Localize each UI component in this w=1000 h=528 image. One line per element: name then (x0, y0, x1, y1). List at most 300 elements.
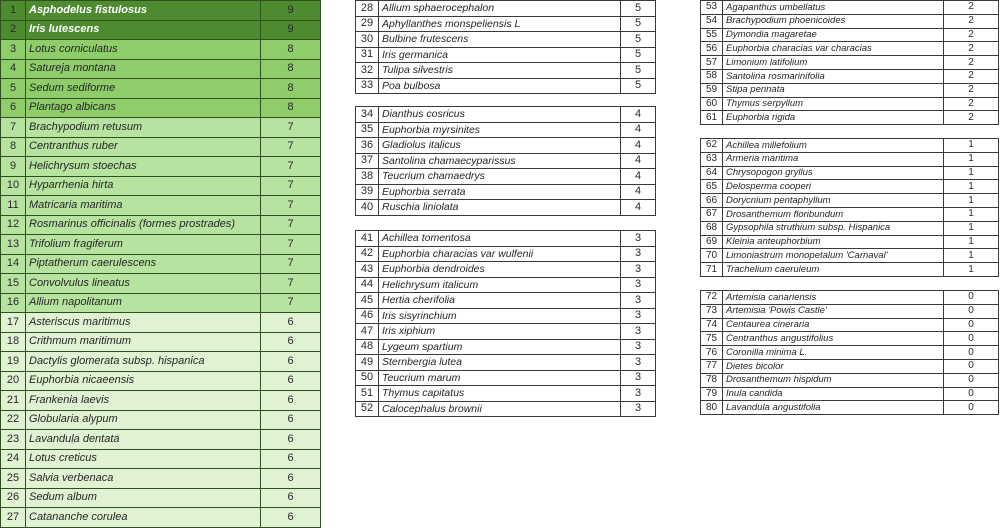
score-cell: 6 (261, 508, 321, 528)
rank-cell: 11 (1, 196, 26, 216)
table-row (356, 200, 656, 216)
table-row (1, 196, 321, 216)
table-row (701, 249, 999, 263)
table-row (1, 313, 321, 333)
score-cell: 2 (944, 56, 999, 70)
species-cell: Dietes bicolor (723, 359, 944, 373)
rank-cell: 55 (701, 28, 723, 42)
score-cell: 1 (944, 263, 999, 277)
score-cell: 2 (944, 97, 999, 111)
species-cell: Trifolium fragiferum (26, 235, 261, 255)
score-cell: 0 (944, 387, 999, 401)
table-row (701, 373, 999, 387)
rank-cell: 67 (701, 207, 723, 221)
score-cell: 3 (621, 246, 656, 262)
score-cell: 6 (261, 469, 321, 489)
table-row (701, 346, 999, 360)
table-row (1, 79, 321, 99)
score-cell: 3 (621, 386, 656, 402)
rank-cell: 12 (1, 215, 26, 235)
table-row (1, 274, 321, 294)
score-cell: 6 (261, 410, 321, 430)
score-cell: 7 (261, 118, 321, 138)
table-row (1, 352, 321, 372)
species-cell: Gladiolus italicus (379, 138, 621, 154)
score-cell: 7 (261, 274, 321, 294)
score-cell: 2 (944, 42, 999, 56)
rank-cell: 80 (701, 401, 723, 415)
species-cell: Frankenia laevis (26, 391, 261, 411)
table-row (701, 69, 999, 83)
table-row (1, 391, 321, 411)
table-row (1, 293, 321, 313)
score-cell: 4 (621, 169, 656, 185)
species-cell: Artemisia canariensis (723, 291, 944, 305)
species-table-score-2 (700, 0, 999, 125)
species-cell: Bulbine frutescens (379, 32, 621, 48)
table-row (701, 387, 999, 401)
score-cell: 6 (261, 332, 321, 352)
table-row (701, 42, 999, 56)
rank-cell: 59 (701, 83, 723, 97)
species-cell: Iris lutescens (26, 20, 261, 40)
table-row (701, 97, 999, 111)
species-cell: Globularia alypum (26, 410, 261, 430)
rank-cell: 53 (701, 1, 723, 15)
table-row (701, 180, 999, 194)
rank-cell: 10 (1, 176, 26, 196)
species-cell: Lygeum spartium (379, 339, 621, 355)
score-cell: 3 (621, 401, 656, 417)
rank-cell: 23 (1, 430, 26, 450)
rank-cell: 15 (1, 274, 26, 294)
table-row (356, 1, 656, 17)
table-row (701, 166, 999, 180)
score-cell: 3 (621, 293, 656, 309)
species-cell: Agapanthus umbellatus (723, 1, 944, 15)
species-table-score-4 (355, 106, 656, 216)
species-cell: Catananche corulea (26, 508, 261, 528)
species-cell: Crithmum maritimum (26, 332, 261, 352)
species-cell: Santolina rosmarinifolia (723, 69, 944, 83)
species-cell: Kleinia anteuphorbium (723, 235, 944, 249)
species-cell: Rosmarinus officinalis (formes prostrades) (26, 215, 261, 235)
species-cell: Armeria maritima (723, 152, 944, 166)
score-cell: 0 (944, 346, 999, 360)
score-cell: 0 (944, 304, 999, 318)
table-row (701, 235, 999, 249)
score-cell: 5 (621, 1, 656, 17)
score-cell: 9 (261, 20, 321, 40)
table-row (701, 14, 999, 28)
table-row (1, 59, 321, 79)
species-cell: Iris sisyrinchium (379, 308, 621, 324)
species-cell: Delosperma cooperi (723, 180, 944, 194)
rank-cell: 74 (701, 318, 723, 332)
score-cell: 6 (261, 352, 321, 372)
species-cell: Teucrium marum (379, 370, 621, 386)
rank-cell: 35 (356, 122, 379, 138)
rank-cell: 61 (701, 111, 723, 125)
rank-cell: 1 (1, 1, 26, 21)
table-row (356, 32, 656, 48)
score-cell: 1 (944, 139, 999, 153)
score-cell: 6 (261, 371, 321, 391)
rank-cell: 2 (1, 20, 26, 40)
score-cell: 5 (621, 47, 656, 63)
species-cell: Drosanthemum hispidum (723, 373, 944, 387)
table-row (701, 304, 999, 318)
table-row (356, 401, 656, 417)
rank-cell: 48 (356, 339, 379, 355)
species-cell: Lotus creticus (26, 449, 261, 469)
score-cell: 7 (261, 235, 321, 255)
table-row (1, 488, 321, 508)
score-cell: 6 (261, 313, 321, 333)
score-cell: 3 (621, 339, 656, 355)
rank-cell: 18 (1, 332, 26, 352)
table-row (356, 47, 656, 63)
species-cell: Dactylis glomerata subsp. hispanica (26, 352, 261, 372)
species-cell: Sternbergia lutea (379, 355, 621, 371)
rank-cell: 42 (356, 246, 379, 262)
species-table-left (0, 0, 321, 528)
rank-cell: 27 (1, 508, 26, 528)
table-row (1, 118, 321, 138)
score-cell: 7 (261, 157, 321, 177)
species-cell: Iris germanica (379, 47, 621, 63)
rank-cell: 57 (701, 56, 723, 70)
species-cell: Asphodelus fistulosus (26, 1, 261, 21)
table-row (701, 332, 999, 346)
rank-cell: 64 (701, 166, 723, 180)
score-cell: 0 (944, 373, 999, 387)
species-cell: Calocephalus brownii (379, 401, 621, 417)
rank-cell: 40 (356, 200, 379, 216)
rank-cell: 44 (356, 277, 379, 293)
rank-cell: 60 (701, 97, 723, 111)
species-cell: Artemisia 'Powis Castle' (723, 304, 944, 318)
score-cell: 4 (621, 200, 656, 216)
score-cell: 1 (944, 249, 999, 263)
species-cell: Euphorbia myrsinites (379, 122, 621, 138)
species-cell: Centaurea cineraria (723, 318, 944, 332)
rank-cell: 6 (1, 98, 26, 118)
species-cell: Hertia cherifolia (379, 293, 621, 309)
score-cell: 1 (944, 152, 999, 166)
species-cell: Salvia verbenaca (26, 469, 261, 489)
species-cell: Euphorbia serrata (379, 184, 621, 200)
species-cell: Lavandula dentata (26, 430, 261, 450)
score-cell: 0 (944, 359, 999, 373)
species-cell: Trachelium caeruleum (723, 263, 944, 277)
table-row (356, 153, 656, 169)
table-row (356, 277, 656, 293)
rank-cell: 24 (1, 449, 26, 469)
species-cell: Iris xiphium (379, 324, 621, 340)
species-cell: Centranthus angustifolius (723, 332, 944, 346)
table-row (356, 355, 656, 371)
table-row (1, 98, 321, 118)
table-row (1, 20, 321, 40)
species-cell: Lotus corniculatus (26, 40, 261, 60)
rank-cell: 39 (356, 184, 379, 200)
score-cell: 3 (621, 277, 656, 293)
species-cell: Thymus capitatus (379, 386, 621, 402)
species-cell: Tulipa silvestris (379, 63, 621, 79)
table-row (701, 221, 999, 235)
rank-cell: 31 (356, 47, 379, 63)
score-cell: 1 (944, 180, 999, 194)
table-row (701, 56, 999, 70)
rank-cell: 56 (701, 42, 723, 56)
score-cell: 2 (944, 83, 999, 97)
rank-cell: 17 (1, 313, 26, 333)
rank-cell: 68 (701, 221, 723, 235)
table-row (701, 28, 999, 42)
rank-cell: 58 (701, 69, 723, 83)
score-cell: 8 (261, 59, 321, 79)
score-cell: 0 (944, 318, 999, 332)
score-cell: 8 (261, 40, 321, 60)
table-row (701, 1, 999, 15)
rank-cell: 26 (1, 488, 26, 508)
species-cell: Allium napolitanum (26, 293, 261, 313)
table-row (1, 40, 321, 60)
rank-cell: 36 (356, 138, 379, 154)
species-cell: Drosanthemum floribundum (723, 207, 944, 221)
species-cell: Matricaria maritima (26, 196, 261, 216)
species-cell: Dymondia magaretae (723, 28, 944, 42)
score-cell: 6 (261, 488, 321, 508)
table-row (1, 430, 321, 450)
table-row (1, 157, 321, 177)
rank-cell: 75 (701, 332, 723, 346)
species-cell: Helichrysum stoechas (26, 157, 261, 177)
table-row (701, 111, 999, 125)
rank-cell: 19 (1, 352, 26, 372)
species-cell: Satureja montana (26, 59, 261, 79)
table-row (356, 122, 656, 138)
rank-cell: 30 (356, 32, 379, 48)
score-cell: 7 (261, 254, 321, 274)
species-cell: Achillea tomentosa (379, 231, 621, 247)
table-row (701, 359, 999, 373)
score-cell: 7 (261, 293, 321, 313)
species-cell: Thymus serpyllum (723, 97, 944, 111)
score-cell: 2 (944, 14, 999, 28)
score-cell: 3 (621, 231, 656, 247)
rank-cell: 73 (701, 304, 723, 318)
species-cell: Aphyllanthes monspeliensis L (379, 16, 621, 32)
score-cell: 1 (944, 235, 999, 249)
table-row (701, 194, 999, 208)
rank-cell: 38 (356, 169, 379, 185)
score-cell: 6 (261, 430, 321, 450)
table-row (1, 137, 321, 157)
score-cell: 4 (621, 153, 656, 169)
table-row (356, 339, 656, 355)
species-table-score-3 (355, 230, 656, 417)
table-row (1, 469, 321, 489)
score-cell: 2 (944, 69, 999, 83)
table-row (356, 308, 656, 324)
score-cell: 3 (621, 324, 656, 340)
table-row (1, 508, 321, 528)
rank-cell: 25 (1, 469, 26, 489)
score-cell: 0 (944, 401, 999, 415)
rank-cell: 7 (1, 118, 26, 138)
table-row (356, 293, 656, 309)
species-cell: Chrysopogon gryllus (723, 166, 944, 180)
rank-cell: 50 (356, 370, 379, 386)
table-row (356, 262, 656, 278)
species-cell: Limoniastrum monopetalum 'Carnaval' (723, 249, 944, 263)
species-cell: Helichrysum italicum (379, 277, 621, 293)
table-row (356, 231, 656, 247)
species-cell: Euphorbia characias var wulfenii (379, 246, 621, 262)
score-cell: 8 (261, 79, 321, 99)
rank-cell: 54 (701, 14, 723, 28)
rank-cell: 4 (1, 59, 26, 79)
score-cell: 7 (261, 215, 321, 235)
table-row (701, 139, 999, 153)
table-row (1, 1, 321, 21)
rank-cell: 21 (1, 391, 26, 411)
species-cell: Achillea millefolium (723, 139, 944, 153)
table-row (701, 152, 999, 166)
rank-cell: 52 (356, 401, 379, 417)
species-cell: Asteriscus maritimus (26, 313, 261, 333)
rank-cell: 62 (701, 139, 723, 153)
rank-cell: 43 (356, 262, 379, 278)
rank-cell: 71 (701, 263, 723, 277)
score-cell: 1 (944, 221, 999, 235)
table-row (1, 449, 321, 469)
score-cell: 1 (944, 194, 999, 208)
table-row (701, 83, 999, 97)
score-cell: 5 (621, 16, 656, 32)
table-row (701, 207, 999, 221)
rank-cell: 69 (701, 235, 723, 249)
rank-cell: 76 (701, 346, 723, 360)
score-cell: 6 (261, 391, 321, 411)
table-row (356, 16, 656, 32)
score-cell: 3 (621, 370, 656, 386)
score-cell: 3 (621, 308, 656, 324)
species-cell: Euphorbia characias var characias (723, 42, 944, 56)
rank-cell: 29 (356, 16, 379, 32)
rank-cell: 78 (701, 373, 723, 387)
table-row (356, 246, 656, 262)
score-cell: 4 (621, 122, 656, 138)
table-row (356, 138, 656, 154)
score-cell: 4 (621, 184, 656, 200)
rank-cell: 32 (356, 63, 379, 79)
table-row (356, 78, 656, 94)
species-cell: Ruschia liniolata (379, 200, 621, 216)
species-cell: Brachypodium phoenicoides (723, 14, 944, 28)
rank-cell: 66 (701, 194, 723, 208)
score-cell: 4 (621, 107, 656, 123)
table-row (701, 291, 999, 305)
species-cell: Santolina chamaecyparissus (379, 153, 621, 169)
table-row (356, 107, 656, 123)
table-row (356, 386, 656, 402)
rank-cell: 9 (1, 157, 26, 177)
species-cell: Euphorbia nicaeensis (26, 371, 261, 391)
score-cell: 2 (944, 111, 999, 125)
rank-cell: 63 (701, 152, 723, 166)
species-cell: Plantago albicans (26, 98, 261, 118)
species-cell: Inula candida (723, 387, 944, 401)
rank-cell: 37 (356, 153, 379, 169)
score-cell: 0 (944, 291, 999, 305)
species-cell: Stipa pennata (723, 83, 944, 97)
rank-cell: 46 (356, 308, 379, 324)
rank-cell: 65 (701, 180, 723, 194)
species-cell: Lavandula angustifolia (723, 401, 944, 415)
table-row (701, 263, 999, 277)
table-row (1, 235, 321, 255)
table-row (1, 254, 321, 274)
score-cell: 4 (621, 138, 656, 154)
species-cell: Sedum sediforme (26, 79, 261, 99)
rank-cell: 33 (356, 78, 379, 94)
score-cell: 9 (261, 1, 321, 21)
score-cell: 7 (261, 196, 321, 216)
species-cell: Convolvulus lineatus (26, 274, 261, 294)
species-table-score-1 (700, 138, 999, 277)
rank-cell: 3 (1, 40, 26, 60)
table-row (701, 318, 999, 332)
table-row (1, 410, 321, 430)
table-row (356, 324, 656, 340)
score-cell: 5 (621, 32, 656, 48)
rank-cell: 72 (701, 291, 723, 305)
rank-cell: 13 (1, 235, 26, 255)
species-cell: Piptatherum caerulescens (26, 254, 261, 274)
score-cell: 6 (261, 449, 321, 469)
score-cell: 5 (621, 78, 656, 94)
species-cell: Centranthus ruber (26, 137, 261, 157)
rank-cell: 22 (1, 410, 26, 430)
score-cell: 3 (621, 355, 656, 371)
species-cell: Euphorbia rigida (723, 111, 944, 125)
table-row (1, 176, 321, 196)
rank-cell: 47 (356, 324, 379, 340)
rank-cell: 70 (701, 249, 723, 263)
table-row (1, 371, 321, 391)
score-cell: 1 (944, 207, 999, 221)
species-table-score-5 (355, 0, 656, 94)
rank-cell: 41 (356, 231, 379, 247)
rank-cell: 28 (356, 1, 379, 17)
rank-cell: 16 (1, 293, 26, 313)
table-row (356, 184, 656, 200)
table-row (356, 63, 656, 79)
rank-cell: 34 (356, 107, 379, 123)
species-cell: Teucrium chamaedrys (379, 169, 621, 185)
table-row (356, 370, 656, 386)
table-row (356, 169, 656, 185)
rank-cell: 45 (356, 293, 379, 309)
species-cell: Limonium latifolium (723, 56, 944, 70)
species-cell: Gypsophila struthium subsp. Hispanica (723, 221, 944, 235)
rank-cell: 14 (1, 254, 26, 274)
score-cell: 2 (944, 1, 999, 15)
score-cell: 8 (261, 98, 321, 118)
